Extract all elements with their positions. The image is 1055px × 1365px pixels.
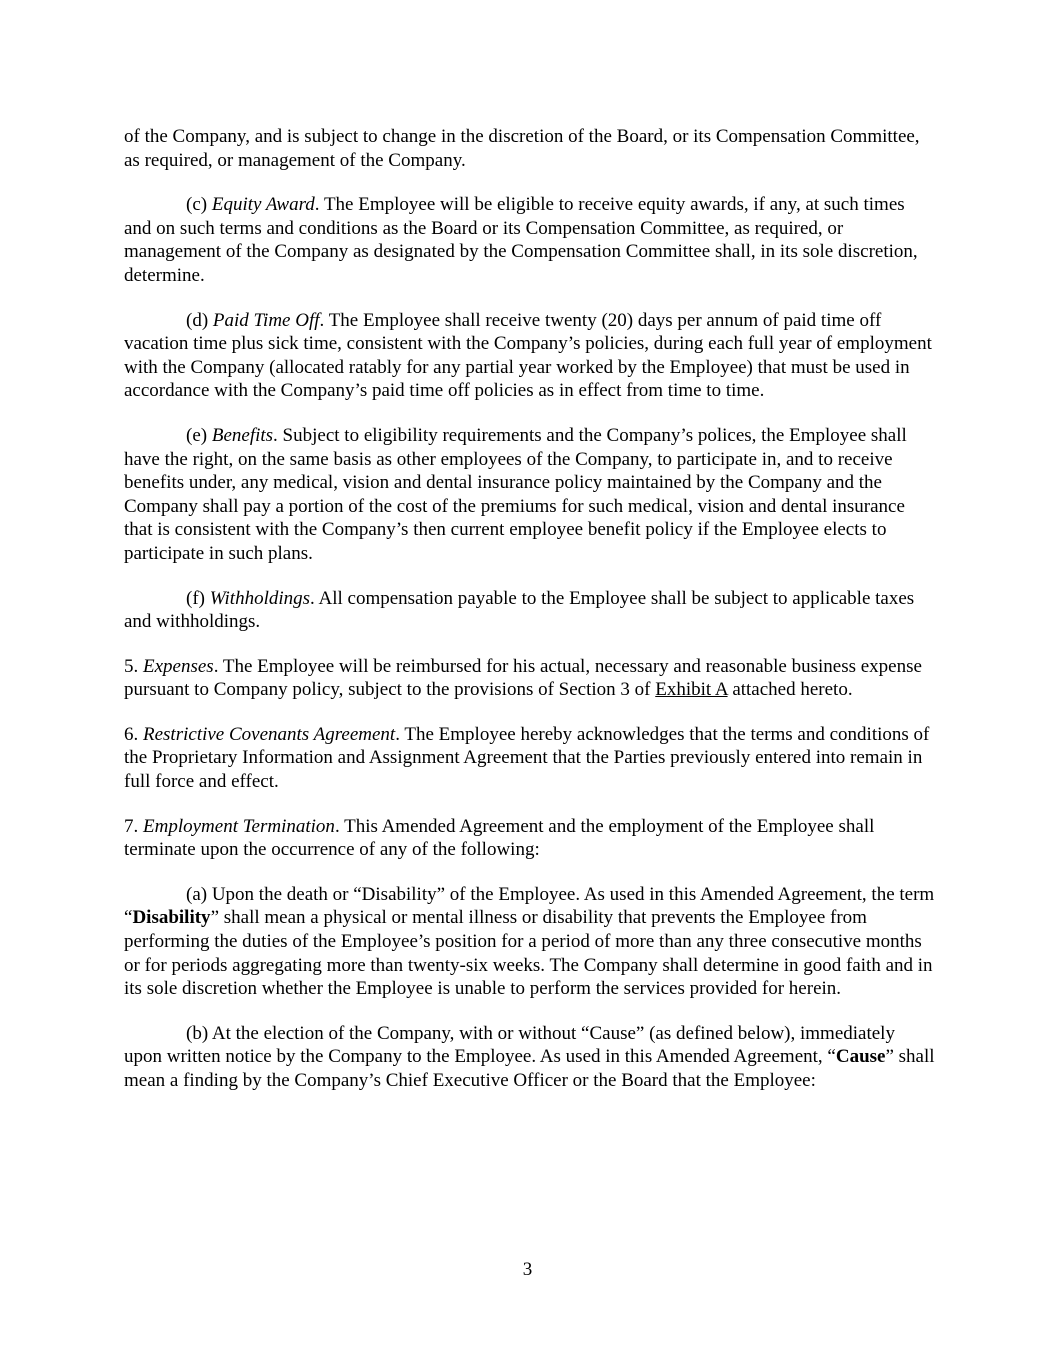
section-employment-termination: 7. Employment Termination. This Amended Agreement and the employment of the Employee shall terminate upon the occurrence of any of the following:: [124, 815, 875, 861]
heading-restrictive-covenants: Restrictive Covenants Agreement: [143, 723, 396, 745]
term-disability: Disability: [132, 907, 211, 929]
exhibit-a-reference: Exhibit A: [655, 679, 728, 701]
paragraph-equity-award: (c) Equity Award. The Employee will be eligible to receive equity awards, if any, at such times and on such terms and conditions as the Board or its Compensation Committee, as required, or management of the Company as designated by the Compensation Committee shall, in its sole discretion, determine.: [124, 194, 918, 286]
section-expenses: 5. Expenses. The Employee will be reimbursed for his actual, necessary and reasonable business expense pursuant to Company policy, subject to the provisions of Section 3 of Exhibit A attached hereto.: [124, 655, 922, 701]
heading-equity-award: Equity Award: [211, 194, 315, 216]
paragraph-withholdings: (f) Withholdings. All compensation payable to the Employee shall be subject to applicable taxes and withholdings.: [124, 587, 915, 633]
paragraph-benefits: (e) Benefits. Subject to eligibility requirements and the Company’s polices, the Employee shall have the right, on the same basis as other employees of the Company, to participate in, and to receive benefits under, any medical, vision and dental insurance policy maintained by the Company and the Company shall pay a portion of the cost of the premiums for such medical, vision and dental insurance that is consistent with the Company’s then current employee benefit policy if the Employee elects to participate in such plans.: [124, 424, 907, 564]
term-cause: Cause: [835, 1046, 886, 1068]
paragraph-cause: (b) At the election of the Company, with or without “Cause” (as defined below), immediately upon written notice by the Company to the Employee. As used in this Amended Agreement, “Cause” shall mean a finding by the Company’s Chief Executive Officer or the Board that the Employee:: [124, 1022, 935, 1091]
paragraph-paid-time-off: (d) Paid Time Off. The Employee shall receive twenty (20) days per annum of paid time off vacation time plus sick time, consistent with the Company’s policies, during each full year of employment with the Company (allocated ratably for any partial year worked by the Employee) that must be used in accordance with the Company’s paid time off policies as in effect from time to time.: [124, 309, 932, 402]
document-body: [124, 125, 936, 1114]
heading-paid-time-off: Paid Time Off: [212, 309, 320, 331]
paragraph-disability: (a) Upon the death or “Disability” of the Employee. As used in this Amended Agreement, the term “Disability” shall mean a physical or mental illness or disability that prevents the Employee from performing the duties of the Employee’s position for a period of more than any three consecutive months or for periods aggregating more than twenty-six weeks. The Company shall determine in good faith and in its sole discretion whether the Employee is unable to perform the services provided for herein.: [124, 883, 935, 1000]
section-restrictive-covenants: 6. Restrictive Covenants Agreement. The Employee hereby acknowledges that the terms and conditions of the Proprietary Information and Assignment Agreement that the Parties previously entered into remain in full force and effect.: [124, 723, 930, 793]
heading-withholdings: Withholdings: [209, 587, 311, 609]
heading-employment-termination: Employment Termination: [143, 815, 335, 837]
heading-expenses: Expenses: [143, 655, 214, 677]
page-number: 3: [522, 1259, 533, 1280]
heading-benefits: Benefits: [211, 424, 274, 446]
paragraph-compensation-continued: of the Company, and is subject to change in the discretion of the Board, or its Compensation Committee, as required, or management of the Company.: [124, 126, 920, 171]
